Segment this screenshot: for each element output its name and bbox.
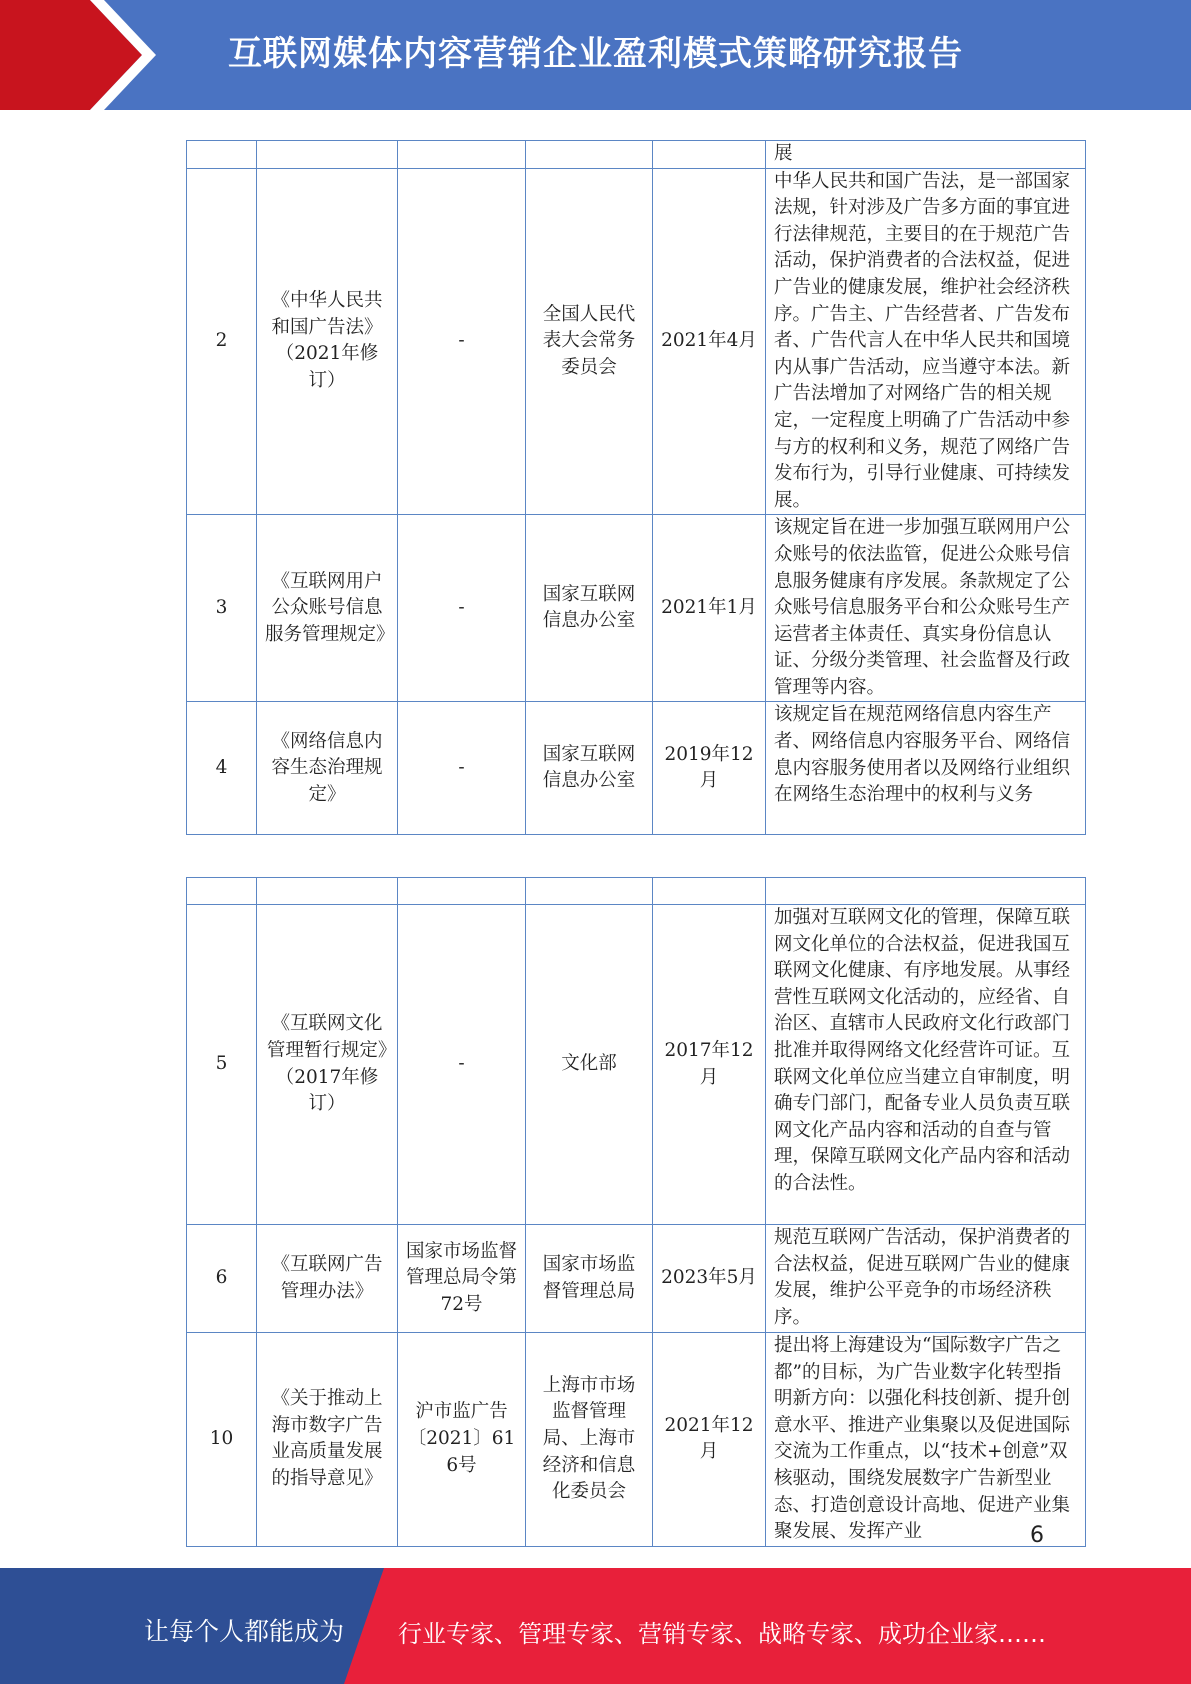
- cell-no: 4: [187, 702, 257, 835]
- report-title: 互联网媒体内容营销企业盈利模式策略研究报告: [228, 34, 963, 74]
- cell-no: [187, 141, 257, 169]
- table-row: [187, 905, 1086, 1225]
- cell-date: 2019年12月: [653, 702, 766, 835]
- cell-content: 规范互联网广告活动，保护消费者的合法权益，促进互联网广告业的健康发展，维护公平竞争的市场经济秩序。: [766, 1225, 1086, 1333]
- cell-issuer: 国家互联网信息办公室: [526, 515, 653, 702]
- cell-date: 2021年1月: [653, 515, 766, 702]
- cell-name: [257, 878, 398, 905]
- cell-issuer: 国家市场监督管理总局: [526, 1225, 653, 1333]
- page-header: [0, 0, 1191, 110]
- cell-no: 2: [187, 168, 257, 515]
- cell-no: 10: [187, 1333, 257, 1547]
- cell-no: 5: [187, 905, 257, 1225]
- cell-date: [653, 141, 766, 169]
- cell-issuer: [526, 878, 653, 905]
- cell-content: 加强对互联网文化的管理，保障互联网文化单位的合法权益，促进我国互联网文化健康、有序地发展。从事经营性互联网文化活动的，应经省、自治区、直辖市人民政府文化行政部门批准并取得网络文化经营许可证。互联网文化单位应当建立自审制度，明确专门部门，配备专业人员负责互联网文化产品内容和活动的自查与管理，保障互联网文化产品内容和活动的合法性。: [766, 905, 1086, 1225]
- cell-doc-no: -: [398, 515, 526, 702]
- footer-slogan-right: 行业专家、管理专家、营销专家、战略专家、成功企业家……: [398, 1620, 1046, 1648]
- table-row: [187, 168, 1086, 515]
- cell-doc-no: [398, 141, 526, 169]
- cell-no: 6: [187, 1225, 257, 1333]
- policy-table-part1: [186, 140, 1086, 835]
- cell-date: [653, 878, 766, 905]
- policy-table-part2: [186, 877, 1086, 1547]
- cell-name: 《关于推动上海市数字广告业高质量发展的指导意见》: [257, 1333, 398, 1547]
- cell-content: 提出将上海建设为“国际数字广告之都”的目标，为广告业数字化转型指明新方向：以强化科技创新、提升创意水平、推进产业集聚以及促进国际交流为工作重点，以“技术+创意”双核驱动，围绕发展数字广告新型业态、打造创意设计高地、促进产业集聚发展、发挥产业: [766, 1333, 1086, 1547]
- cell-name: 《互联网用户公众账号信息服务管理规定》: [257, 515, 398, 702]
- cell-date: 2023年5月: [653, 1225, 766, 1333]
- table-row-continuation: [187, 141, 1086, 169]
- cell-doc-no: [398, 878, 526, 905]
- table-row: [187, 1225, 1086, 1333]
- page-footer: [0, 1568, 1191, 1684]
- cell-no: [187, 878, 257, 905]
- cell-issuer: [526, 141, 653, 169]
- cell-doc-no: -: [398, 168, 526, 515]
- page-number: 6: [1030, 1523, 1044, 1548]
- cell-no: 3: [187, 515, 257, 702]
- cell-name: 《互联网文化管理暂行规定》（2017年修订）: [257, 905, 398, 1225]
- cell-issuer: 上海市市场监督管理局、上海市经济和信息化委员会: [526, 1333, 653, 1547]
- cell-doc-no: 国家市场监督管理总局令第72号: [398, 1225, 526, 1333]
- cell-content: 中华人民共和国广告法，是一部国家法规，针对涉及广告多方面的事宜进行法律规范，主要目的在于规范广告活动，保护消费者的合法权益，促进广告业的健康发展，维护社会经济秩序。广告主、广告经营者、广告发布者、广告代言人在中华人民共和国境内从事广告活动，应当遵守本法。新广告法增加了对网络广告的相关规定，一定程度上明确了广告活动中参与方的权利和义务，规范了网络广告发布行为，引导行业健康、可持续发展。: [766, 168, 1086, 515]
- cell-content: 该规定旨在规范网络信息内容生产者、网络信息内容服务平台、网络信息内容服务使用者以及网络行业组织在网络生态治理中的权利与义务: [766, 702, 1086, 835]
- cell-name: 《互联网广告管理办法》: [257, 1225, 398, 1333]
- cell-name: 《中华人民共和国广告法》（2021年修订）: [257, 168, 398, 515]
- cell-doc-no: 沪市监广告〔2021〕616号: [398, 1333, 526, 1547]
- cell-issuer: 国家互联网信息办公室: [526, 702, 653, 835]
- table-row: [187, 702, 1086, 835]
- cell-content: 展: [766, 141, 1086, 169]
- cell-content: [766, 878, 1086, 905]
- table-row: [187, 515, 1086, 702]
- cell-name: 《网络信息内容生态治理规定》: [257, 702, 398, 835]
- footer-slogan-left: 让每个人都能成为: [144, 1617, 345, 1646]
- table-row-continuation: [187, 878, 1086, 905]
- cell-content: 该规定旨在进一步加强互联网用户公众账号的依法监管，促进公众账号信息服务健康有序发展。条款规定了公众账号信息服务平台和公众账号生产运营者主体责任、真实身份信息认证、分级分类管理、社会监督及行政管理等内容。: [766, 515, 1086, 702]
- cell-issuer: 全国人民代表大会常务委员会: [526, 168, 653, 515]
- cell-date: 2021年4月: [653, 168, 766, 515]
- cell-issuer: 文化部: [526, 905, 653, 1225]
- table-row: [187, 1333, 1086, 1547]
- cell-doc-no: -: [398, 905, 526, 1225]
- cell-name: [257, 141, 398, 169]
- cell-date: 2017年12月: [653, 905, 766, 1225]
- cell-doc-no: -: [398, 702, 526, 835]
- cell-date: 2021年12月: [653, 1333, 766, 1547]
